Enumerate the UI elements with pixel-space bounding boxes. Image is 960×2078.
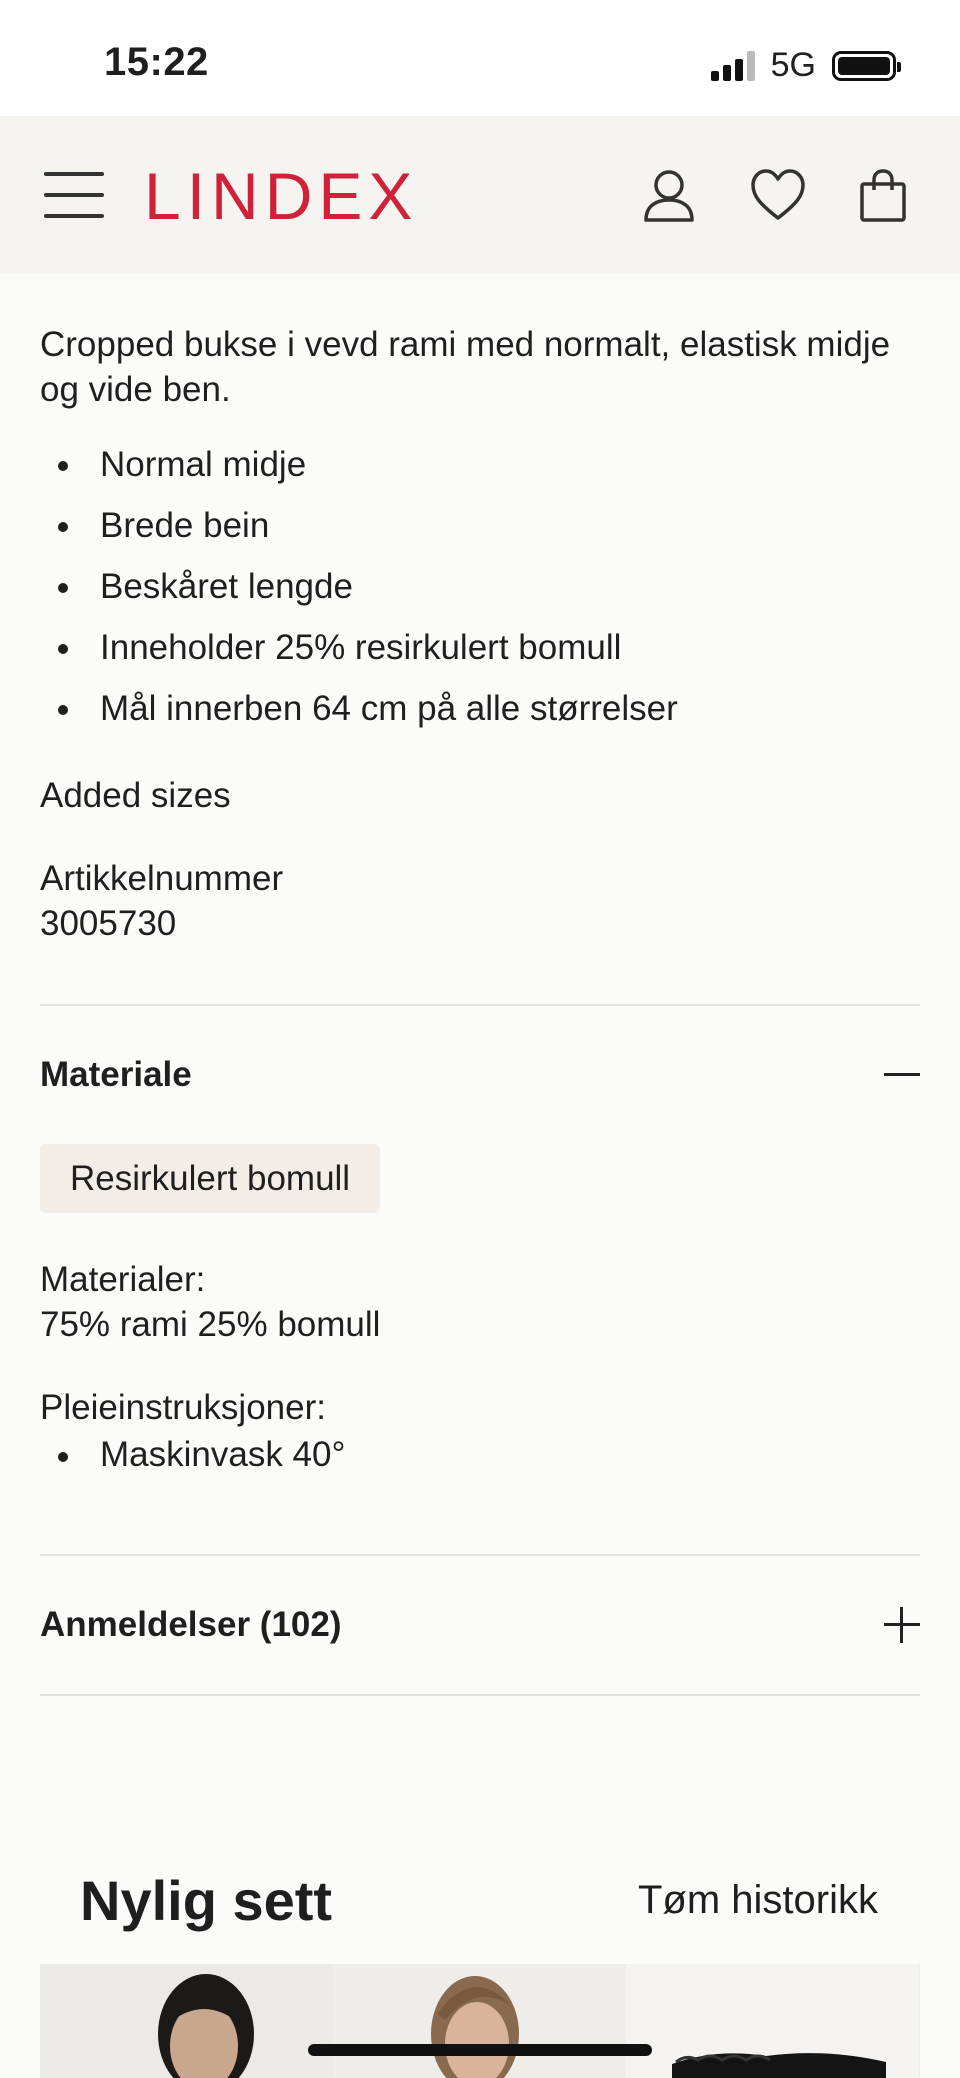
status-time: 15:22 (104, 40, 209, 84)
reviews-section-title: Anmeldelser (102) (40, 1605, 342, 1644)
material-section-title: Materiale (40, 1055, 192, 1094)
feature-item: Normal midje (40, 434, 920, 495)
lindex-logo[interactable]: LINDEX (144, 159, 419, 233)
feature-list (40, 434, 920, 739)
care-label: Pleieinstruksjoner: (40, 1388, 326, 1427)
divider (40, 1694, 920, 1696)
added-sizes-text: Added sizes (40, 776, 231, 815)
reviews-section-header[interactable] (40, 1556, 920, 1694)
home-indicator (308, 2044, 652, 2056)
product-details (40, 274, 920, 1696)
battery-icon (832, 51, 896, 81)
signal-icon (711, 51, 755, 81)
menu-icon[interactable] (44, 172, 104, 218)
feature-item: Inneholder 25% resirkulert bomull (40, 617, 920, 678)
collapse-minus-icon[interactable] (884, 1057, 920, 1093)
feature-item: Beskåret lengde (40, 556, 920, 617)
article-number-label: Artikkelnummer (40, 859, 284, 898)
materials-block (40, 1257, 920, 1347)
recently-viewed-title: Nylig sett (80, 1869, 333, 1932)
product-description: Cropped bukse i vevd rami med normalt, elastisk midje og vide ben. (40, 325, 891, 409)
care-block (40, 1385, 920, 1480)
material-tag: Resirkulert bomull (40, 1144, 380, 1213)
expand-plus-icon[interactable] (884, 1607, 920, 1643)
recently-viewed-carousel[interactable] (40, 1964, 920, 2078)
account-icon[interactable] (642, 168, 696, 224)
product-card-image[interactable] (333, 1964, 626, 2078)
shopping-bag-icon[interactable] (858, 168, 908, 224)
article-number-value: 3005730 (40, 904, 177, 943)
site-header (0, 116, 960, 274)
status-icons (711, 46, 896, 85)
heart-icon[interactable] (750, 168, 806, 224)
clear-history-link[interactable]: Tøm historikk (638, 1878, 878, 1922)
materials-label: Materialer: (40, 1260, 206, 1299)
status-bar (0, 0, 960, 116)
care-item: Maskinvask 40° (40, 1430, 920, 1480)
article-number-block (40, 856, 920, 946)
feature-item: Mål innerben 64 cm på alle størrelser (40, 678, 920, 739)
care-list (40, 1430, 920, 1480)
feature-item: Brede bein (40, 495, 920, 556)
network-label: 5G (770, 46, 816, 84)
material-section-header[interactable] (40, 1006, 920, 1144)
materials-value: 75% rami 25% bomull (40, 1305, 381, 1344)
product-card-image[interactable] (626, 1964, 919, 2078)
product-card-image[interactable] (40, 1964, 333, 2078)
